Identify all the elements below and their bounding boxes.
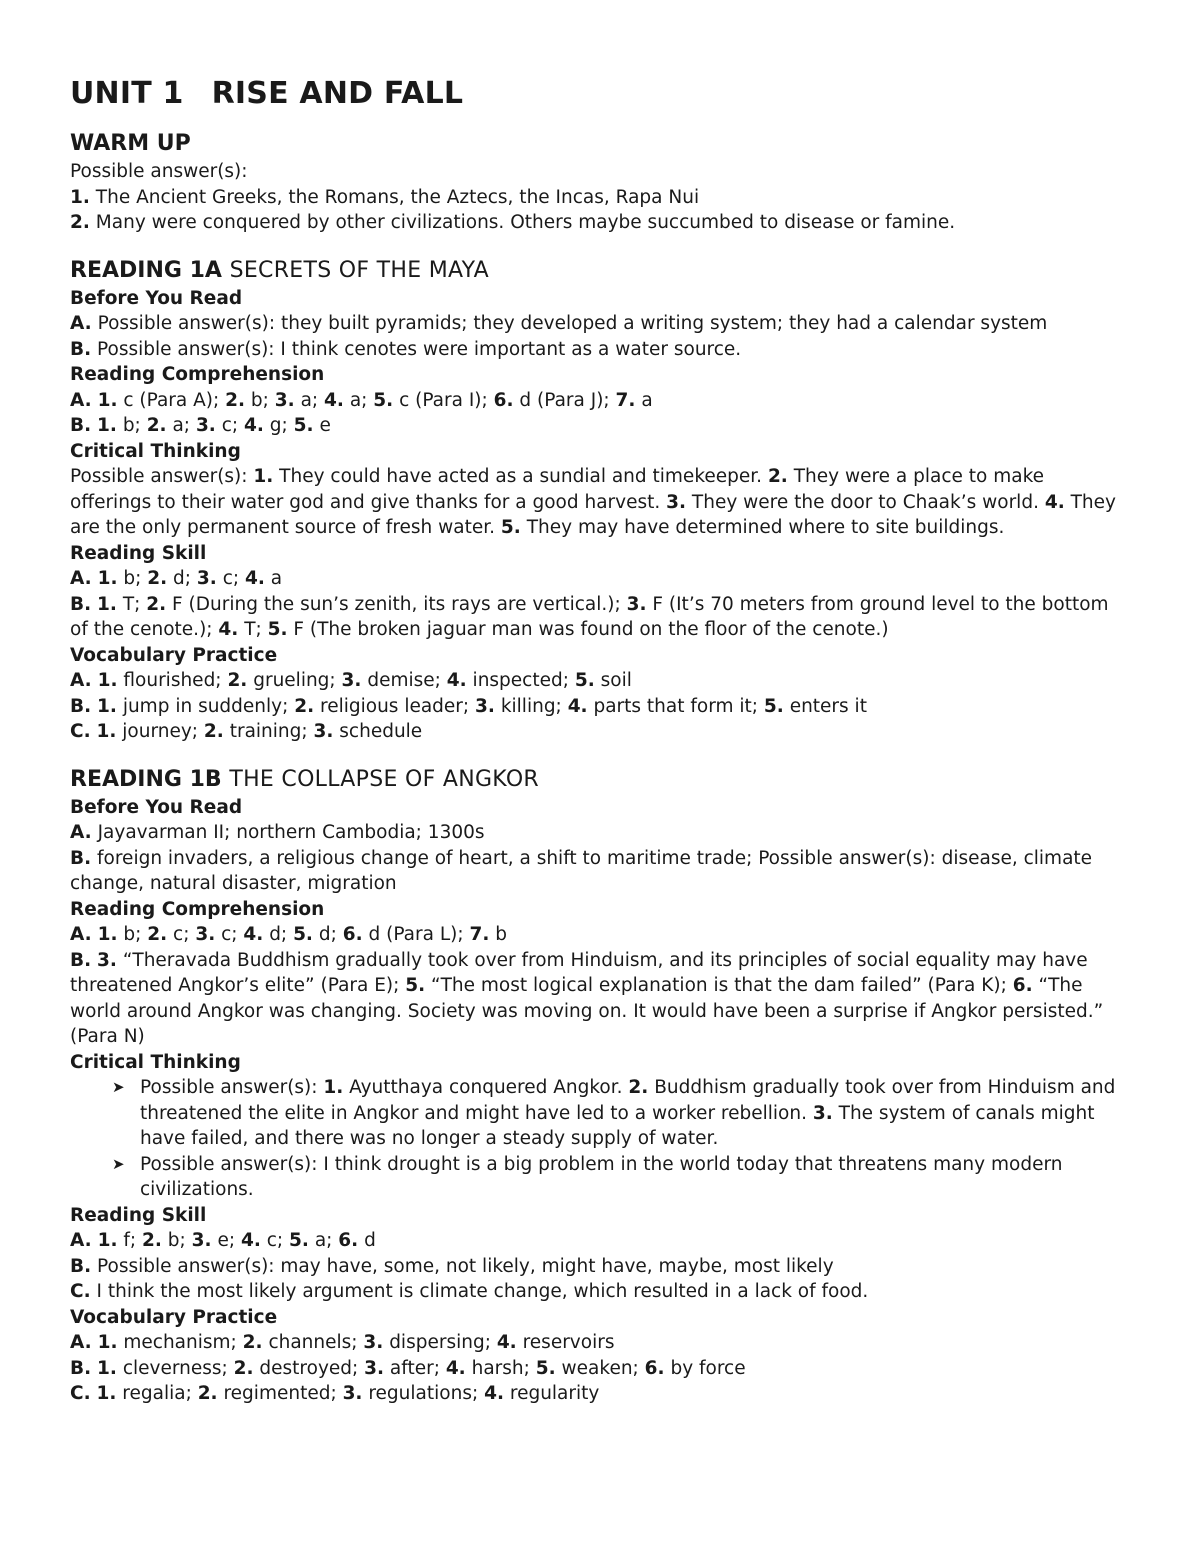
r1a-byr-a: A. Possible answer(s): they built pyramids; they developed a writing system; they had a calendar system bbox=[70, 313, 1048, 334]
answer-text: d; bbox=[263, 924, 294, 945]
r1b-byr-a: A. Jayavarman II; northern Cambodia; 1300s bbox=[70, 822, 485, 843]
answer-text: d; bbox=[167, 568, 197, 589]
answer-text: “The most logical explanation is that the dam failed” (Para K); bbox=[425, 975, 1013, 996]
answer-number: 1. bbox=[97, 1357, 117, 1379]
answer-number: 4. bbox=[496, 1332, 517, 1353]
unit-name: RISE AND FALL bbox=[211, 76, 464, 111]
warm-up-intro: Possible answer(s): bbox=[70, 161, 248, 182]
answer-text: c; bbox=[215, 415, 245, 436]
answer-text: regulations; bbox=[362, 1383, 485, 1404]
answer-text: F (During the sun’s zenith, its rays are vertical.); bbox=[166, 593, 627, 615]
answer-text: dispersing; bbox=[383, 1332, 497, 1353]
answer-text: c; bbox=[215, 924, 244, 945]
r1b-vp-a: A. 1. mechanism; 2. channels; 3. dispersing; 4. reservoirs bbox=[70, 1332, 615, 1353]
answer-text: a bbox=[635, 389, 653, 411]
answer-text: religious leader; bbox=[314, 695, 476, 717]
answer-text: d (Para J); bbox=[513, 389, 616, 411]
answer-text: Buddhism gradually took over from Hinduism and threatened the elite in Angkor and might have led to a worker rebellion. bbox=[140, 1077, 1116, 1124]
answer-number: 7. bbox=[469, 924, 490, 945]
answer-text: schedule bbox=[333, 721, 423, 742]
answer-number: 1. bbox=[97, 389, 118, 411]
answer-text: g; bbox=[263, 415, 294, 436]
answer-text: b; bbox=[116, 415, 147, 436]
answer-text: f; bbox=[117, 1230, 143, 1251]
answer-text: by force bbox=[664, 1357, 746, 1379]
answer-number: 6. bbox=[338, 1230, 359, 1251]
answer-text: T; bbox=[238, 619, 268, 640]
answer-text: “The world around Angkor was changing. Society was moving on. It would have been a surprise if Angkor persisted.” (Para N) bbox=[70, 975, 1104, 1047]
answer-number: 1. bbox=[97, 415, 117, 436]
answer-text: e bbox=[313, 415, 331, 436]
answer-text: after; bbox=[384, 1357, 446, 1379]
answer-text: mechanism; bbox=[117, 1332, 243, 1353]
answer-number: 1. bbox=[97, 1230, 118, 1251]
r1a-ct-answer: Possible answer(s): 1. They could have acted as a sundial and timekeeper. 2. They were a place to make offerings to their water god and give thanks for a good harvest. 3. They were the door to Chaak’s world. 4. They are the only permanent source of fresh water. 5. They may have determined where to site buildings. bbox=[70, 466, 1116, 538]
warm-up-item-1: 1. The Ancient Greeks, the Romans, the Aztecs, the Incas, Rapa Nui bbox=[70, 186, 700, 208]
r1b-before-you-read-heading: Before You Read bbox=[70, 796, 243, 818]
answer-number: 1. bbox=[97, 695, 117, 717]
answer-number: 2. bbox=[294, 695, 315, 717]
answer-text: reservoirs bbox=[516, 1332, 615, 1353]
answer-number: 4. bbox=[218, 619, 239, 640]
r1a-vp-a: A. 1. flourished; 2. grueling; 3. demise; 4. inspected; 5. soil bbox=[70, 670, 632, 691]
r1b-ct-bullet-1: ➤ Possible answer(s): 1. Ayutthaya conquered Angkor. 2. Buddhism gradually took over from Hinduism and threatened the elite in Angkor and might have led to a worker rebellion. 3. The system of canals might have failed, and there was no longer a steady supply of water. bbox=[112, 1077, 1116, 1149]
answer-number: 4. bbox=[484, 1383, 504, 1404]
answer-text: c; bbox=[216, 568, 245, 589]
answer-number: 3. bbox=[191, 1230, 212, 1251]
reading-1a-section bbox=[70, 256, 1120, 745]
answer-number: 2. bbox=[233, 1357, 254, 1379]
answer-number: 3. bbox=[475, 695, 495, 717]
answer-number: 3. bbox=[342, 1383, 363, 1404]
answer-number: 1. bbox=[96, 1383, 117, 1404]
answer-text: a; bbox=[308, 1230, 339, 1251]
answer-number: 1. bbox=[97, 670, 118, 691]
answer-text: regalia; bbox=[116, 1383, 198, 1404]
answer-number: 2. bbox=[628, 1077, 649, 1098]
answer-number: 6. bbox=[644, 1357, 665, 1379]
answer-text: harsh; bbox=[465, 1357, 536, 1379]
answer-text: The system of canals might have failed, and there was no longer a steady supply of water. bbox=[140, 1102, 1095, 1149]
answer-text: channels; bbox=[262, 1332, 364, 1353]
r1b-rc-b: B. 3. “Theravada Buddhism gradually took over from Hinduism, and its principles of social equality may have threatened Angkor’s elite” (Para E); 5. “The most logical explanation is that the dam failed” (Para K); 6. “The world around Angkor was changing. Society was moving on. It would have been a surprise if Angkor persisted.” (Para N) bbox=[70, 949, 1104, 1047]
answer-number: 2. bbox=[203, 721, 224, 742]
answer-text: d (Para L); bbox=[362, 924, 470, 945]
answer-number: 5. bbox=[405, 975, 426, 996]
answer-number: 6. bbox=[493, 389, 514, 411]
answer-number: 2. bbox=[242, 1332, 263, 1353]
r1a-byr-b: B. Possible answer(s): I think cenotes were important as a water source. bbox=[70, 338, 742, 360]
answer-text: c; bbox=[167, 924, 196, 945]
answer-number: 1. bbox=[96, 721, 117, 742]
answer-number: 4. bbox=[445, 1357, 466, 1379]
r1b-reading-skill-heading: Reading Skill bbox=[70, 1204, 207, 1226]
answer-text: enters it bbox=[783, 695, 867, 717]
answer-number: 2. bbox=[147, 924, 168, 945]
answer-number: 2. bbox=[146, 593, 167, 615]
answer-number: 5. bbox=[293, 924, 313, 945]
r1a-vp-b: B. 1. jump in suddenly; 2. religious leader; 3. killing; 4. parts that form it; 5. enters it bbox=[70, 695, 867, 717]
answer-text: killing; bbox=[494, 695, 568, 717]
answer-text: regimented; bbox=[217, 1383, 343, 1404]
answer-number: 2. bbox=[147, 568, 168, 589]
answer-number: 1. bbox=[97, 1332, 118, 1353]
answer-text: parts that form it; bbox=[587, 695, 764, 717]
answer-text: They are the only permanent source of fresh water. bbox=[70, 491, 1116, 538]
answer-text: b; bbox=[117, 924, 148, 945]
answer-text: c (Para A); bbox=[117, 389, 226, 411]
answer-text: demise; bbox=[361, 670, 447, 691]
reading-1a-heading: READING 1A SECRETS OF THE MAYA bbox=[70, 257, 490, 283]
answer-number: 3. bbox=[363, 1332, 384, 1353]
r1a-rc-a: A. 1. c (Para A); 2. b; 3. a; 4. a; 5. c (Para I); 6. d (Para J); 7. a bbox=[70, 389, 653, 411]
answer-number: 5. bbox=[289, 1230, 309, 1251]
answer-text: b; bbox=[245, 389, 275, 411]
answer-number: 5. bbox=[574, 670, 595, 691]
answer-number: 5. bbox=[500, 517, 521, 538]
answer-text: regularity bbox=[503, 1383, 600, 1404]
answer-text: weaken; bbox=[555, 1357, 645, 1379]
answer-text: T; bbox=[116, 593, 147, 615]
answer-number: 5. bbox=[267, 619, 288, 640]
arrow-bullet-icon: ➤ bbox=[112, 1154, 125, 1173]
answer-number: 4. bbox=[567, 695, 588, 717]
r1a-vocabulary-practice-heading: Vocabulary Practice bbox=[70, 644, 278, 666]
answer-number: 3. bbox=[626, 593, 647, 615]
answer-text: Ayutthaya conquered Angkor. bbox=[343, 1077, 629, 1098]
answer-text: a bbox=[264, 568, 283, 589]
answer-text: c (Para I); bbox=[393, 389, 494, 411]
answer-text: cleverness; bbox=[116, 1357, 234, 1379]
answer-number: 5. bbox=[763, 695, 784, 717]
answer-number: 4. bbox=[324, 389, 344, 411]
answer-text: e; bbox=[211, 1230, 241, 1251]
answer-number: 3. bbox=[195, 415, 216, 436]
answer-number: 4. bbox=[446, 670, 467, 691]
arrow-bullet-icon: ➤ bbox=[112, 1078, 125, 1096]
r1b-reading-comprehension-heading: Reading Comprehension bbox=[70, 898, 325, 920]
r1b-rs-a: A. 1. f; 2. b; 3. e; 4. c; 5. a; 6. d bbox=[70, 1230, 376, 1251]
answer-text: b bbox=[489, 924, 508, 945]
answer-number: 3. bbox=[313, 721, 334, 742]
answer-text: F (It’s 70 meters from ground level to the bottom of the cenote.); bbox=[70, 593, 1109, 640]
answer-text: d bbox=[358, 1230, 376, 1251]
r1a-critical-thinking-heading: Critical Thinking bbox=[70, 440, 241, 462]
answer-number: 3. bbox=[666, 491, 687, 513]
answer-text: d; bbox=[312, 924, 343, 945]
answer-text: inspected; bbox=[466, 670, 575, 691]
answer-number: 4. bbox=[244, 415, 264, 436]
answer-text: They were the door to Chaak’s world. bbox=[686, 491, 1045, 513]
answer-number: 1. bbox=[253, 466, 274, 487]
r1b-vocabulary-practice-heading: Vocabulary Practice bbox=[70, 1306, 278, 1328]
r1b-rs-c: C. I think the most likely argument is climate change, which resulted in a lack of food. bbox=[70, 1281, 869, 1302]
warm-up-heading: WARM UP bbox=[70, 131, 191, 156]
answer-text: They were a place to make offerings to their water god and give thanks for a good harvest. bbox=[70, 466, 1045, 513]
r1b-byr-b: B. foreign invaders, a religious change of heart, a shift to maritime trade; Possible answer(s): disease, climate change, natural disaster, migration bbox=[70, 847, 1093, 894]
answer-text: c; bbox=[260, 1230, 290, 1251]
answer-number: 1. bbox=[97, 593, 117, 615]
r1a-rc-b: B. 1. b; 2. a; 3. c; 4. g; 5. e bbox=[70, 415, 331, 436]
warm-up-item-2: 2. Many were conquered by other civilizations. Others maybe succumbed to disease or famine. bbox=[70, 212, 956, 233]
answer-text: They could have acted as a sundial and timekeeper. bbox=[273, 466, 768, 487]
answer-number: 5. bbox=[373, 389, 394, 411]
r1a-reading-skill-heading: Reading Skill bbox=[70, 542, 207, 564]
answer-number: 4. bbox=[1044, 491, 1065, 513]
answer-number: 5. bbox=[535, 1357, 556, 1379]
answer-number: 3. bbox=[274, 389, 295, 411]
answer-number: 4. bbox=[244, 568, 265, 589]
reading-1b-section bbox=[70, 765, 1120, 1407]
reading-1b-heading: READING 1B THE COLLAPSE OF ANGKOR bbox=[70, 766, 540, 792]
unit-title bbox=[70, 76, 1120, 112]
answer-number: 2. bbox=[142, 1230, 162, 1251]
r1a-vp-c: C. 1. journey; 2. training; 3. schedule bbox=[70, 721, 423, 742]
answer-text: “Theravada Buddhism gradually took over from Hinduism, and its principles of social equality may have threatened Angkor’s elite” (Para E); bbox=[70, 949, 1088, 996]
r1a-reading-comprehension-heading: Reading Comprehension bbox=[70, 364, 325, 385]
answer-text: b; bbox=[117, 568, 148, 589]
answer-text: b; bbox=[161, 1230, 192, 1251]
answer-text: soil bbox=[594, 670, 632, 691]
answer-number: 4. bbox=[243, 924, 264, 945]
r1b-ct-bullet-2: ➤ Possible answer(s): I think drought is a big problem in the world today that threatens many modern civilizations. bbox=[112, 1153, 1063, 1200]
answer-number: 1. bbox=[323, 1077, 344, 1098]
answer-number: 6. bbox=[342, 924, 363, 945]
r1a-before-you-read-heading: Before You Read bbox=[70, 287, 243, 309]
answer-number: 4. bbox=[240, 1230, 261, 1251]
answer-text: a; bbox=[294, 389, 325, 411]
answer-text: grueling; bbox=[247, 670, 342, 691]
answer-number: 3. bbox=[195, 924, 216, 945]
answer-number: 2. bbox=[146, 415, 167, 436]
r1b-rs-b: B. Possible answer(s): may have, some, not likely, might have, maybe, most likely bbox=[70, 1255, 834, 1277]
answer-number: 2. bbox=[767, 466, 788, 487]
answer-text: a; bbox=[343, 389, 374, 411]
answer-text: journey; bbox=[116, 721, 204, 742]
r1a-rs-b: B. 1. T; 2. F (During the sun’s zenith, its rays are vertical.); 3. F (It’s 70 meters from ground level to the bottom of the cenote.); 4. T; 5. F (The broken jaguar man was found on the floor of the cenote.) bbox=[70, 593, 1109, 640]
answer-text: jump in suddenly; bbox=[116, 695, 295, 717]
answer-text: a; bbox=[166, 415, 196, 436]
answer-text: training; bbox=[223, 721, 314, 742]
r1b-rc-a: A. 1. b; 2. c; 3. c; 4. d; 5. d; 6. d (Para L); 7. b bbox=[70, 924, 508, 945]
answer-number: 3. bbox=[341, 670, 362, 691]
answer-number: 1. bbox=[97, 568, 118, 589]
answer-text: flourished; bbox=[117, 670, 228, 691]
answer-number: 5. bbox=[293, 415, 314, 436]
answer-number: 2. bbox=[197, 1383, 218, 1404]
r1b-ct-list bbox=[70, 1075, 1120, 1203]
answer-number: 1. bbox=[97, 924, 118, 945]
answer-text: F (The broken jaguar man was found on the floor of the cenote.) bbox=[287, 619, 889, 640]
r1b-vp-b: B. 1. cleverness; 2. destroyed; 3. after; 4. harsh; 5. weaken; 6. by force bbox=[70, 1357, 746, 1379]
answer-number: 6. bbox=[1012, 975, 1033, 996]
unit-number: UNIT 1 bbox=[70, 76, 184, 111]
warm-up-section bbox=[70, 129, 1120, 236]
answer-number: 3. bbox=[196, 568, 217, 589]
answer-text: They may have determined where to site buildings. bbox=[520, 517, 1005, 538]
answer-number: 3. bbox=[812, 1102, 833, 1124]
r1b-vp-c: C. 1. regalia; 2. regimented; 3. regulations; 4. regularity bbox=[70, 1383, 600, 1404]
answer-number: 7. bbox=[615, 389, 636, 411]
r1a-rs-a: A. 1. b; 2. d; 3. c; 4. a bbox=[70, 568, 283, 589]
answer-number: 3. bbox=[364, 1357, 385, 1379]
answer-text: destroyed; bbox=[253, 1357, 365, 1379]
answer-number: 2. bbox=[227, 670, 248, 691]
answer-number: 2. bbox=[225, 389, 246, 411]
answer-number: 3. bbox=[97, 949, 117, 971]
r1b-critical-thinking-heading: Critical Thinking bbox=[70, 1051, 241, 1073]
